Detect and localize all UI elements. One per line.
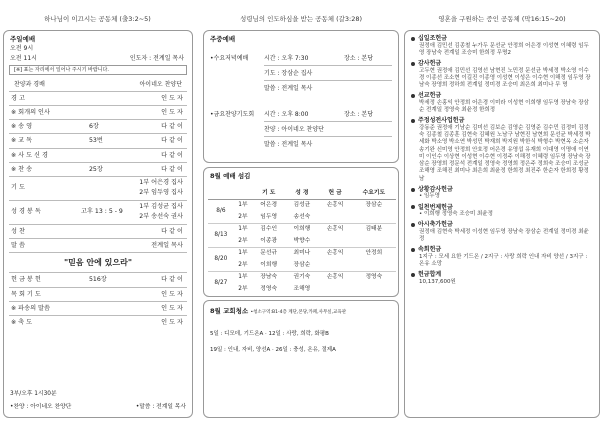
fri-label: •금요찬양기도회 [210,111,255,118]
bullet-icon [411,94,415,98]
bullet-icon [411,119,415,123]
offering-names: 권정애 김현숙 박세정 이성현 임두영 장남숙 장삼순 전계일 정미경 최윤정 [419,228,589,242]
duty-col-header: 성 경 [285,188,318,200]
duty-cell [319,260,352,272]
offering-title: 주정성전사업헌금 [411,117,593,125]
duty-cell: 어은경 [252,200,285,212]
wed-prayer: 기도 : 장삼순 집사 [264,70,313,77]
duty-cell: 이희행 [260,261,278,268]
duty-col-header [208,188,234,200]
fri-praise: 찬양 : 아이네오 찬양단 [264,126,324,133]
duty-cell: 문선규 [252,248,285,260]
offering-section [411,60,593,89]
duty-date: 8/13 [208,224,234,248]
wed-word: 말씀 : 전계일 목사 [264,85,313,92]
sermon-row: 말 씀 전계일 목사 [9,238,187,252]
duty-cell: 장삼순 [293,261,311,268]
order-row: ※ 파송의 말씀 인 도 자 [9,301,187,315]
offering-names: 고두현 권정애 김민선 김영선 남현진 노민정 문선균 박세정 박소영 이수경 이종선 조소현 이길진 이종영 이성현 이성은 이수현 이해정 임두영 장남숙 장영희 정하희 전계일 정미경 조승미 최은희 최미나 무 명 [419,67,591,88]
order-row: 헌 금 봉 헌 516장 다 같 이 [9,272,187,286]
bullet-icon [411,223,415,227]
order-row: 목 회 기 도 인 도 자 [9,287,187,301]
duty-row [208,212,396,224]
sunday-service-box [3,30,193,418]
offering-section [411,117,593,183]
duty-cell: 손홍익 [319,248,352,260]
duty-cell: 손홍익 [319,272,352,284]
offering-title: 속회헌금 [411,246,593,254]
offering-names: 10,137,600원 [419,278,456,285]
duty-cell: 손홍익 [319,200,352,212]
duty-cell: 1부 [234,200,252,212]
column-ministry [404,0,600,424]
order-row: ※ 사 도 신 경 다 같 이 [9,148,187,162]
offering-title: 상황감사헌금 [411,186,593,194]
duty-date: 8/27 [208,272,234,296]
duty-cell: 이희행 [285,224,318,236]
duty-cell: 김수인 [252,224,285,236]
duty-row [208,236,396,248]
offering-section [411,92,593,114]
fri-time: 시간 : 오후 8:00 [264,111,309,118]
offering-title: 감사헌금 [411,60,593,68]
bullet-icon [411,205,415,209]
duty-cell: 2부 [238,261,248,268]
duty-cell [319,212,352,224]
duty-date: 8/20 [208,248,234,272]
offering-names: • 임두영 [419,193,440,200]
offering-title: 십일조헌금 [411,35,593,43]
cleaning-row-1: 5일 : 디모데, 기드온A · 12일 : 사랑, 희락, 화평B [210,331,329,337]
reading-row: 성 경 봉 독 고후 13 : 5 - 9 1부 김성균 집사 2부 송선숙 권사 [9,200,187,224]
communion-row: 성 찬 다 같 이 [9,224,187,238]
duty-table [208,188,396,296]
duty-cell [352,260,396,272]
duty-cell: 송선숙 [293,213,311,220]
third-service-detail: •찬양 : 아이네오 찬양단 •말씀 : 전계일 목사 [10,404,186,410]
duty-cell: 최미나 [285,248,318,260]
duty-cell: 안정희 [352,248,396,260]
duty-cell: 김성균 [285,200,318,212]
offering-names: • 이희행 정영숙 조승미 최윤정 [419,211,493,217]
offering-section [411,35,593,57]
duty-row [208,260,396,272]
duty-box [203,167,399,297]
duty-cell: 1부 [234,272,252,284]
offering-section [411,221,593,243]
third-service: 3부/오후 1시30분 [10,391,57,397]
duty-cell [352,236,396,248]
order-row: ※ 회개의 인사 인 도 자 [9,105,187,119]
wed-label: •수요저녁예배 [210,55,249,62]
offering-title: 아시축가헌금 [411,221,593,229]
duty-col-header: 기 도 [252,188,285,200]
offering-names: 권정애 김민선 김종철 누가두 문선균 안정희 어은경 이성현 이혜령 임두영 장남숙 전계일 조승미 한희정 무명2 [419,42,589,56]
column-midweek [203,0,399,424]
column-title: 성령님의 인도하심을 받는 공동체 (갈3:28) [239,15,363,23]
duty-cell: 손홍익 [319,224,352,236]
offering-section [411,246,593,268]
offering-names: 강동준 권정애 기남순 김미선 김보순 김영순 김영준 김수민 김정미 김정숙 김종철 김종훈 김현숙 김혜원 노남구 남현진 남현희 문선균 박세정 박세화 박소영 박소연 박성민 박재희 박지원 박한식 박형수 박현옥 소순자 송기완 신미영 안정희 안호정 어은경 유영섭 유재희 이대영 이명애 이연미 이인수 이상현 이성현 이수현 이정주 이해정 이혜령 임두영 장남숙 장삼순 장영희 정문석 전계일 정영숙 정영희 정은주 정희숙 조승미 조성균 조해영 조해진 최미나 최은희 최윤정 한희정 최진주 한순자 한희정 황정남 [419,124,591,182]
midweek-box [203,30,399,163]
order-row: ※ 교 독 53번 다 같 이 [9,133,187,147]
duty-cell [319,284,352,296]
duty-cell: 1부 [234,224,252,236]
order-row: 경 고 인 도 자 [9,91,187,105]
offering-box [404,30,600,418]
column-sunday [0,0,195,424]
wed-time: 시간 : 오후 7:30 [264,55,309,62]
duty-cell [352,212,396,224]
duty-cell: 장삼순 [352,200,396,212]
duty-cell: 임두영 [260,213,278,220]
column-title: 하나님이 이끄시는 공동체 (출3:2~5) [44,15,151,23]
fri-word: 말씀 : 전계일 목사 [264,141,313,148]
prayer-row: 기 도 1부 어은경 집사 2부 임두영 집사 [9,176,187,200]
cleaning-heading: 8월 교회청소 •청소구역:B1-4층 계단,본당,카페,사무실,교육관 [210,307,347,315]
offering-title: 헌금합계 [411,271,593,279]
bullet-icon [411,37,415,41]
duty-row [208,284,396,296]
bullet-icon [411,188,415,192]
duty-cell: 2부 [238,286,248,293]
sunday-heading: 주일예배 [10,35,36,43]
bullet-icon [411,62,415,66]
offering-names: 박세정 손홍익 안정희 어은경 이미라 이성현 이희행 임두영 장남숙 장삼순 전계일 정영숙 최윤정 한희정 [419,99,589,113]
duty-cell [352,284,396,296]
duty-row [208,248,396,260]
bullet-icon [411,248,415,252]
duty-col-header: 헌 금 [319,188,352,200]
duty-cell: 장남숙 [252,272,285,284]
order-row: ※ 축 도 인 도 자 [9,315,187,329]
cleaning-box [203,300,399,418]
cleaning-row-2: 19일 : 인내, 자비, 양선A · 26일 : 충성, 온유, 절제A [210,347,336,353]
duty-row [208,272,396,284]
order-row: ※ 찬 송 25장 다 같 이 [9,162,187,176]
duty-cell [319,236,352,248]
duty-cell: 박향수 [293,237,311,244]
duty-col-header [234,188,252,200]
duty-col-header: 수요기도 [352,188,396,200]
duty-cell: 정영숙 [260,286,278,293]
duty-cell: 권기숙 [285,272,318,284]
duty-cell: 이종광 [260,237,278,244]
offering-names: 1지구 : 모세 요한 기드온 / 2지구 : 사랑 희락 인내 자비 양선 / 3지구 : 온유 소망 [419,253,588,267]
sermon-title-row [9,252,187,272]
offering-section [411,186,593,201]
stand-notice: [※] 표는 자리에서 일어나 주시기 바랍니다. [9,65,187,75]
duty-cell: 조해영 [293,286,311,293]
sunday-time-2: 오전 11시 인도자 : 전계일 목사 [10,54,184,62]
offering-section [411,271,593,286]
midweek-heading: 주중예배 [210,35,236,43]
duty-cell: 2부 [238,237,248,244]
offering-title: 선교헌금 [411,92,593,100]
sunday-time-1: 오전 9시 [10,45,34,53]
column-title: 영혼을 구원하는 증인 공동체 (막16:15~20) [438,15,566,23]
order-header: 찬양과 경배 아이네오 찬양단 [14,81,182,89]
offering-title: 일천번제헌금 [411,204,593,212]
order-row: ※ 송 영 6장 다 같 이 [9,119,187,133]
offering-section [411,204,593,219]
duty-cell: 1부 [234,248,252,260]
duty-heading: 8월 예배 섬김 [210,172,251,180]
duty-cell: 정영숙 [352,272,396,284]
sermon-title: "믿음 안에 있으라" [63,258,132,268]
duty-row [208,200,396,212]
wed-place: 장소 : 본당 [344,55,374,62]
duty-cell: 김태분 [352,224,396,236]
duty-date: 8/6 [208,200,234,224]
bullet-icon [411,273,415,277]
duty-row [208,224,396,236]
fri-place: 장소 : 본당 [344,111,374,118]
duty-cell: 2부 [238,213,248,220]
